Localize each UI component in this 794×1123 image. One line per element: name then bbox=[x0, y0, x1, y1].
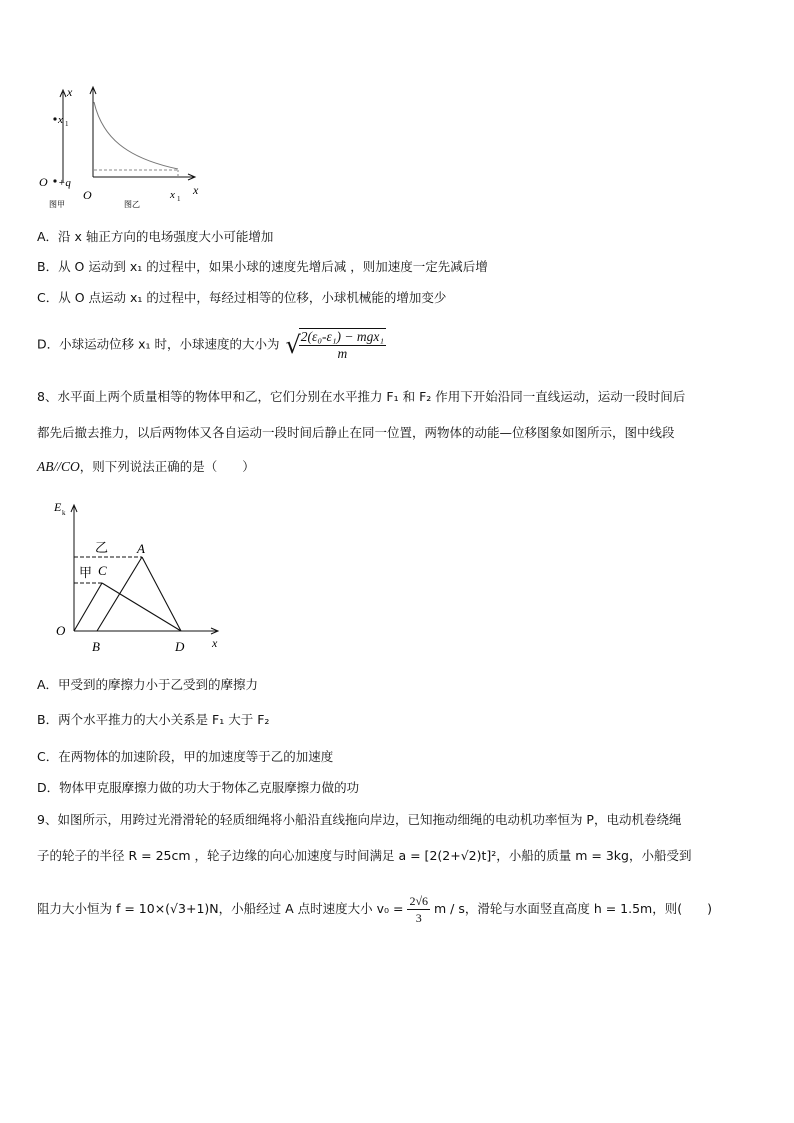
q9-stem-line2: 子的轮子的半径 R = 25cm ，轮子边缘的向心加速度与时间满足 a = [2(2+√2)t]²，小船的质量 m = 3kg，小船受到 bbox=[37, 848, 692, 863]
figure-electric-field bbox=[36, 82, 216, 212]
q9-stem-line1: 9、如图所示，用跨过光滑滑轮的轻质细绳将小船沿直线拖向岸边，已知拖动细绳的电动机功率恒为 P，电动机卷绕绳 bbox=[37, 812, 682, 827]
q7-d-denominator: m bbox=[337, 346, 348, 361]
q7-option-d-sqrt: √ $\frac{\text{2(ε₀-ε₁) − mgx₁}}{m}$ bbox=[285, 329, 385, 361]
fig1-origin: O bbox=[39, 175, 48, 189]
fig2-point-a: A bbox=[137, 541, 145, 556]
q8-option-b: B．两个水平推力的大小关系是 F₁ 大于 F₂ bbox=[37, 712, 270, 727]
fig1-right-x1-sub: 1 bbox=[177, 195, 181, 203]
q9-v0-den: 3 bbox=[415, 911, 422, 925]
fig1-axis-x-label: x bbox=[67, 85, 73, 99]
fig1-right-origin: O bbox=[83, 188, 92, 202]
q8-option-a: A．甲受到的摩擦力小于乙受到的摩擦力 bbox=[37, 677, 259, 692]
q8-math-ab-co: AB//CO bbox=[37, 459, 80, 474]
q9-v0-num: 2√6 bbox=[409, 894, 429, 908]
q8-stem-line2: 都先后撤去推力，以后两物体又各自运动一段时间后静止在同一位置，两物体的动能—位移图象如图所示，图中线段 bbox=[37, 425, 675, 440]
fig2-y-label: E bbox=[54, 500, 62, 514]
q7-option-a: A．沿 x 轴正方向的电场强度大小可能增加 bbox=[37, 229, 274, 244]
q9-line3-a: 阻力大小恒为 f = 10×(√3+1)N，小船经过 A 点时速度大小 v₀ = bbox=[37, 901, 404, 916]
fig2-point-o: O bbox=[56, 623, 66, 638]
q7-option-b: B．从 O 运动到 x₁ 的过程中，如果小球的速度先增后减 ，则加速度一定先减后增 bbox=[37, 259, 488, 274]
q8-stem-line1: 8、水平面上两个质量相等的物体甲和乙，它们分别在水平推力 F₁ 和 F₂ 作用下开始沿同一直线运动，运动一段时间后 bbox=[37, 389, 686, 404]
fig2-label-jia: 甲 bbox=[79, 565, 93, 580]
fig1-charge: +q bbox=[58, 177, 71, 189]
q8-stem-line3 bbox=[37, 459, 255, 475]
fig1-right-axis-x: x bbox=[193, 183, 199, 197]
q9-v0-fraction bbox=[407, 893, 430, 926]
q7-d-numerator: 2(ε₀-ε₁) − mgx₁ bbox=[300, 329, 385, 344]
fig1-x1-label: x bbox=[58, 114, 63, 126]
q8-stem-line3-rest: ，则下列说法正确的是（ ） bbox=[79, 459, 255, 474]
fig2-x-label: x bbox=[212, 636, 218, 650]
fig2-point-c: C bbox=[98, 563, 107, 578]
fig1-caption-right: 图乙 bbox=[124, 200, 140, 209]
figure-ek-x bbox=[50, 495, 230, 660]
fig1-caption-left: 图甲 bbox=[49, 200, 65, 209]
q7-option-d bbox=[37, 328, 386, 362]
q8-option-c: C．在两物体的加速阶段，甲的加速度等于乙的加速度 bbox=[37, 749, 334, 764]
q9-stem-line3 bbox=[37, 893, 712, 926]
fig2-label-yi: 乙 bbox=[95, 540, 109, 555]
q9-line3-b: m / s，滑轮与水面竖直高度 h = 1.5m，则( ) bbox=[434, 901, 712, 916]
fig1-right-x1: x bbox=[170, 189, 175, 201]
q7-option-c: C．从 O 点运动 x₁ 的过程中，每经过相等的位移，小球机械能的增加变少 bbox=[37, 290, 447, 305]
fig2-y-sub: k bbox=[62, 509, 66, 517]
fig2-point-d: D bbox=[175, 639, 185, 654]
q8-option-d: D．物体甲克服摩擦力做的功大于物体乙克服摩擦力做的功 bbox=[37, 780, 360, 795]
fig2-point-b: B bbox=[92, 639, 100, 654]
q7-option-d-text: D．小球运动位移 x₁ 时，小球速度的大小为 bbox=[37, 336, 280, 352]
fig1-x1-sub: 1 bbox=[65, 120, 69, 128]
